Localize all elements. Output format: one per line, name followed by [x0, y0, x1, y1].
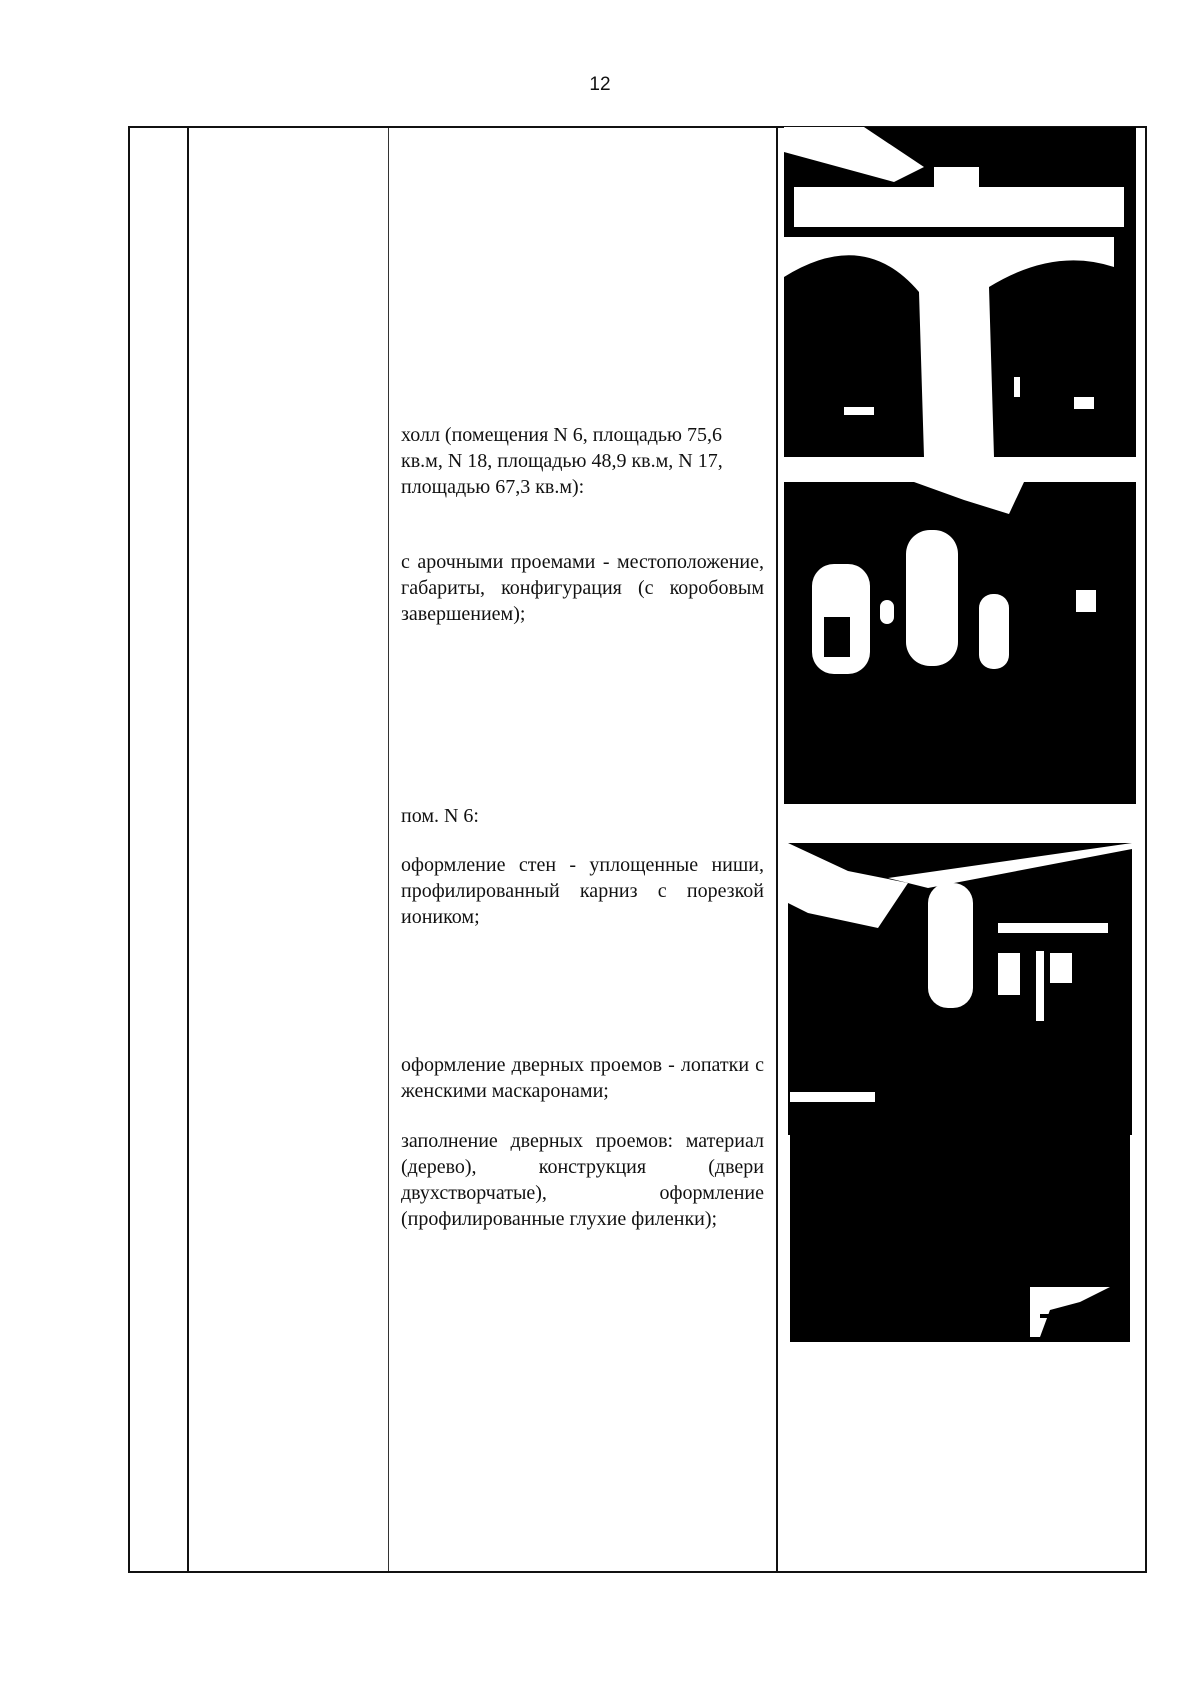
description-block — [401, 852, 764, 930]
description-block — [401, 1052, 764, 1104]
photo-ceiling — [784, 127, 1136, 457]
page-number: 12 — [589, 74, 611, 95]
column-divider — [776, 128, 778, 1571]
door-filling-text: заполнение дверных проемов: материал (дерево), конструкция (двери двухстворчатые), оформление (профилированные глухие филенки); — [401, 1130, 764, 1230]
description-block — [401, 1128, 764, 1232]
photo-arched-openings — [784, 482, 1136, 804]
hall-heading: холл (помещения N 6, площадью 75,6 кв.м, N 18, площадью 48,9 кв.м, N 17, площадью 67,3 кв.м): — [401, 424, 723, 498]
column-divider — [388, 128, 389, 1571]
column-divider — [187, 128, 189, 1571]
wall-decoration-text: оформление стен - уплощенные ниши, профилированный карниз с порезкой иоником; — [401, 854, 764, 928]
room-6-label: пом. N 6: — [401, 805, 479, 827]
arched-openings-text: с арочными проемами - местоположение, габариты, конфигурация (с коробовым завершением); — [401, 551, 764, 625]
monument-features-table — [128, 126, 1147, 1573]
photo-door-opening — [790, 1092, 1130, 1342]
description-block — [401, 549, 764, 627]
door-openings-decoration-text: оформление дверных проемов - лопатки с женскими маскаронами; — [401, 1054, 764, 1102]
description-block — [401, 422, 764, 500]
description-block — [401, 803, 764, 829]
